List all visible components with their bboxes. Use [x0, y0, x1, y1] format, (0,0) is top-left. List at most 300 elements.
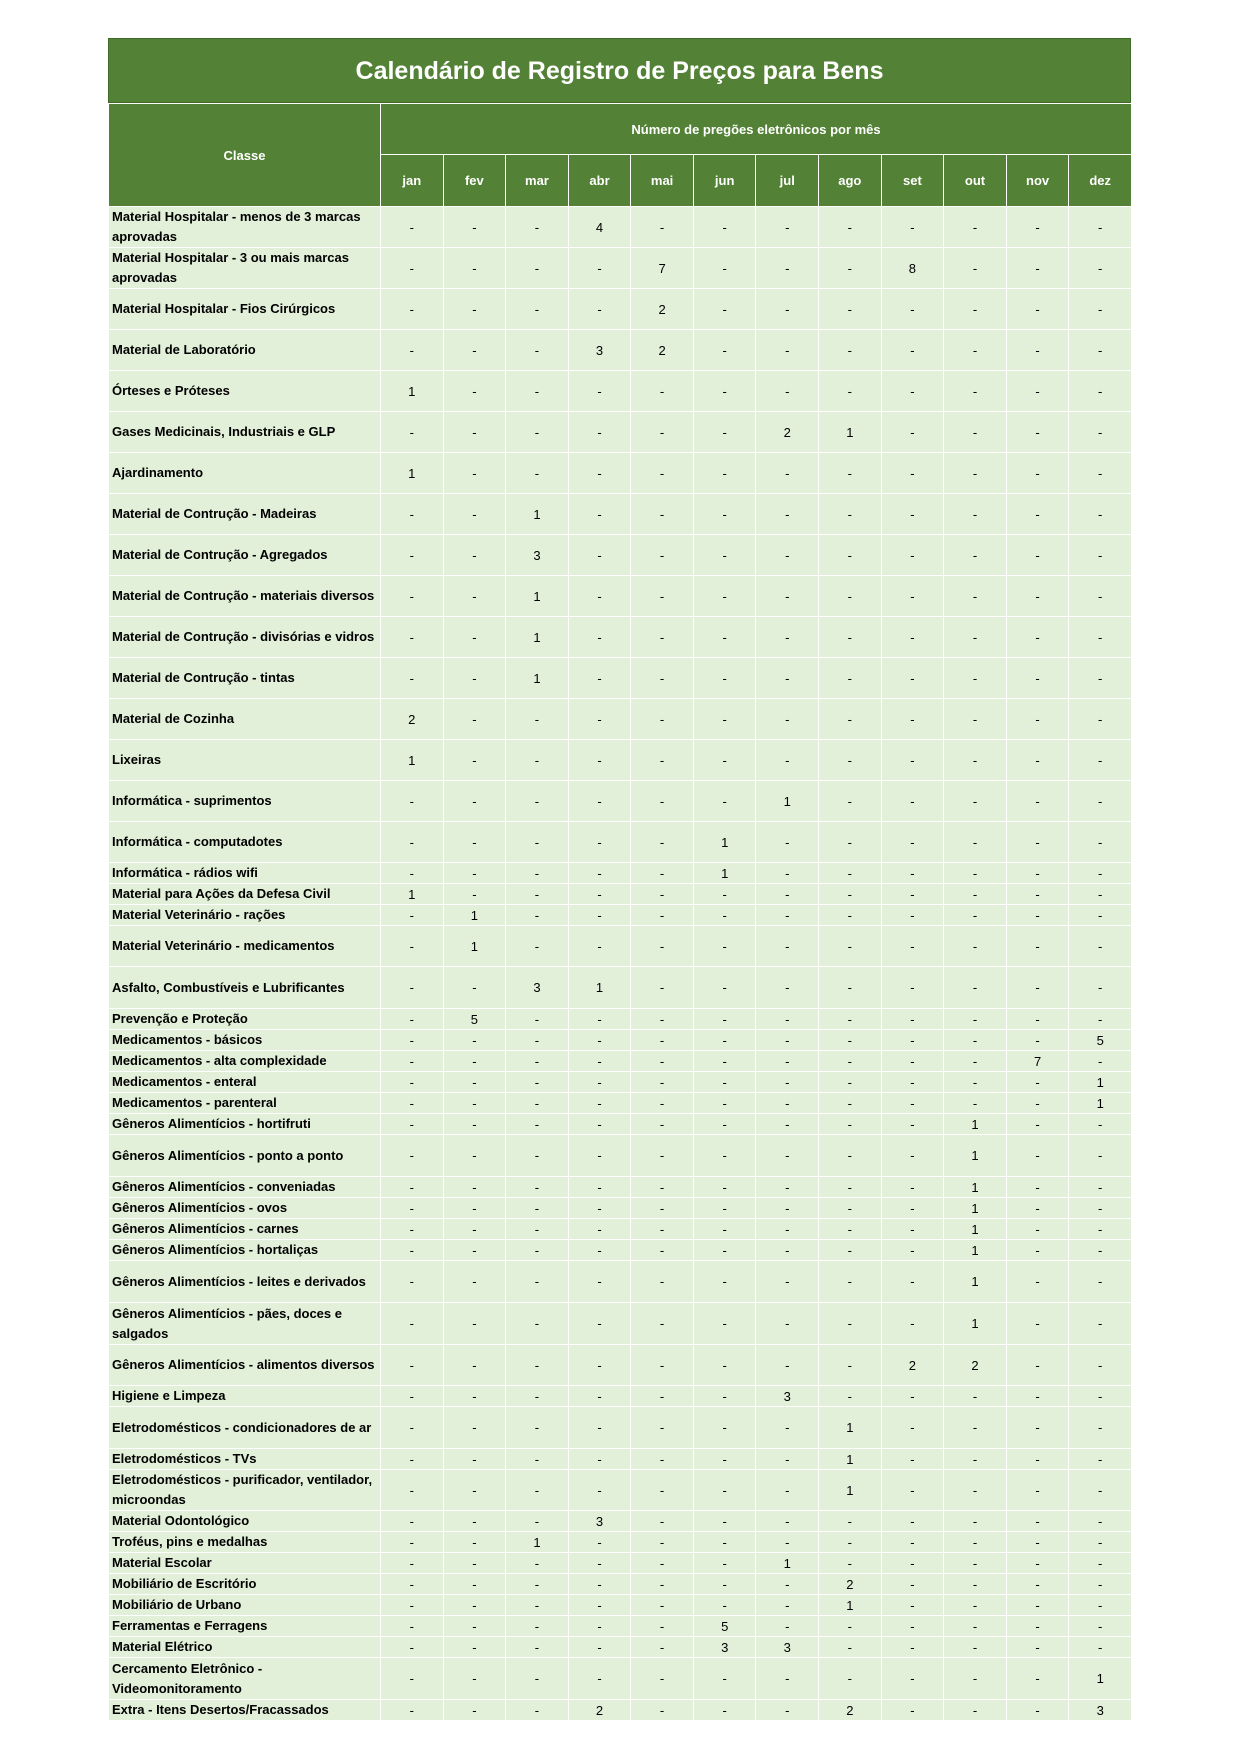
class-label: Material Veterinário - rações — [109, 905, 381, 926]
month-count-cell: - — [693, 1303, 756, 1345]
month-count-cell: - — [568, 1009, 631, 1030]
month-count-cell: - — [506, 412, 569, 453]
month-count-cell: - — [381, 248, 444, 289]
month-count-cell: - — [693, 453, 756, 494]
month-count-cell: - — [1069, 1261, 1132, 1303]
month-count-cell: - — [506, 1114, 569, 1135]
month-count-cell: - — [568, 1532, 631, 1553]
month-count-cell: - — [819, 1219, 882, 1240]
month-count-cell: - — [381, 1449, 444, 1470]
month-count-cell: - — [881, 658, 944, 699]
month-count-cell: - — [506, 248, 569, 289]
class-label: Higiene e Limpeza — [109, 1386, 381, 1407]
month-count-cell: - — [506, 1219, 569, 1240]
month-count-cell: 1 — [381, 884, 444, 905]
month-count-cell: - — [443, 289, 506, 330]
month-count-cell: - — [1006, 371, 1069, 412]
table-row — [109, 453, 1132, 494]
month-count-cell: - — [881, 1093, 944, 1114]
class-label: Medicamentos - enteral — [109, 1072, 381, 1093]
month-count-cell: - — [756, 1407, 819, 1449]
month-count-cell: - — [944, 1658, 1007, 1700]
month-count-cell: - — [881, 1009, 944, 1030]
month-count-cell: 5 — [443, 1009, 506, 1030]
table-row — [109, 494, 1132, 535]
month-count-cell: - — [1069, 1553, 1132, 1574]
month-count-cell: - — [381, 1114, 444, 1135]
month-count-cell: - — [693, 1407, 756, 1449]
month-count-cell: - — [756, 453, 819, 494]
month-count-cell: - — [881, 207, 944, 248]
month-count-cell: - — [631, 1511, 694, 1532]
table-row — [109, 1553, 1132, 1574]
month-count-cell: - — [631, 822, 694, 863]
month-count-cell: - — [756, 207, 819, 248]
class-label: Material de Cozinha — [109, 699, 381, 740]
month-count-cell: - — [1069, 1114, 1132, 1135]
month-count-cell: - — [693, 884, 756, 905]
month-count-cell: - — [881, 1030, 944, 1051]
month-count-cell: - — [443, 1303, 506, 1345]
month-count-cell: - — [756, 289, 819, 330]
month-count-cell: - — [381, 1637, 444, 1658]
month-count-cell: - — [944, 617, 1007, 658]
month-count-cell: - — [1006, 412, 1069, 453]
month-count-cell: - — [631, 1072, 694, 1093]
month-count-cell: 1 — [819, 1449, 882, 1470]
month-count-cell: 2 — [568, 1700, 631, 1721]
month-count-cell: - — [443, 1135, 506, 1177]
month-count-cell: - — [881, 535, 944, 576]
month-count-cell: - — [693, 1553, 756, 1574]
month-count-cell: - — [756, 248, 819, 289]
month-count-cell: - — [381, 1303, 444, 1345]
month-count-cell: - — [568, 1574, 631, 1595]
month-count-cell: - — [819, 1072, 882, 1093]
month-count-cell: - — [756, 1470, 819, 1511]
month-count-cell: - — [631, 1198, 694, 1219]
month-count-cell: 1 — [819, 1595, 882, 1616]
month-count-cell: - — [568, 1616, 631, 1637]
month-count-cell: - — [944, 1072, 1007, 1093]
month-count-cell: - — [756, 1093, 819, 1114]
month-count-cell: - — [881, 1240, 944, 1261]
month-count-cell: 8 — [881, 248, 944, 289]
month-count-cell: - — [944, 926, 1007, 967]
month-count-cell: - — [756, 1219, 819, 1240]
month-count-cell: 1 — [693, 822, 756, 863]
month-count-cell: - — [506, 207, 569, 248]
month-count-cell: - — [944, 905, 1007, 926]
month-count-cell: - — [631, 1407, 694, 1449]
registro-precos-sheet — [108, 38, 1131, 1721]
month-count-cell: - — [944, 453, 1007, 494]
month-count-cell: - — [506, 1553, 569, 1574]
month-count-cell: - — [443, 1616, 506, 1637]
month-count-cell: - — [819, 1051, 882, 1072]
month-count-cell: - — [693, 1700, 756, 1721]
month-count-cell: - — [881, 1219, 944, 1240]
month-count-cell: 5 — [693, 1616, 756, 1637]
month-count-cell: - — [381, 1616, 444, 1637]
month-count-cell: - — [819, 905, 882, 926]
month-count-cell: - — [819, 1009, 882, 1030]
month-count-cell: - — [631, 494, 694, 535]
month-count-cell: - — [631, 1009, 694, 1030]
month-count-cell: - — [631, 207, 694, 248]
month-count-cell: - — [568, 699, 631, 740]
table-row — [109, 1574, 1132, 1595]
month-count-cell: - — [568, 1051, 631, 1072]
month-count-cell: - — [1006, 1030, 1069, 1051]
month-count-cell: - — [693, 1219, 756, 1240]
month-count-cell: - — [756, 330, 819, 371]
class-label: Material para Ações da Defesa Civil — [109, 884, 381, 905]
month-count-cell: - — [443, 1407, 506, 1449]
month-count-cell: 1 — [506, 658, 569, 699]
table-row — [109, 412, 1132, 453]
table-row — [109, 1470, 1132, 1511]
month-count-cell: - — [443, 1511, 506, 1532]
table-row — [109, 1030, 1132, 1051]
month-count-cell: - — [1006, 1177, 1069, 1198]
month-count-cell: - — [756, 1574, 819, 1595]
month-count-cell: - — [1006, 699, 1069, 740]
month-count-cell: - — [1069, 371, 1132, 412]
month-count-cell: - — [756, 1658, 819, 1700]
class-label: Medicamentos - alta complexidade — [109, 1051, 381, 1072]
class-label: Gêneros Alimentícios - ovos — [109, 1198, 381, 1219]
month-count-cell: - — [568, 494, 631, 535]
month-count-cell: - — [944, 1470, 1007, 1511]
month-count-cell: - — [506, 1470, 569, 1511]
month-count-cell: - — [881, 1470, 944, 1511]
month-count-cell: - — [1069, 535, 1132, 576]
month-count-cell: - — [881, 1135, 944, 1177]
month-count-cell: - — [756, 371, 819, 412]
class-label: Gêneros Alimentícios - alimentos diversos — [109, 1345, 381, 1386]
month-count-cell: - — [693, 330, 756, 371]
month-count-cell: - — [944, 412, 1007, 453]
class-label: Eletrodomésticos - condicionadores de ar — [109, 1407, 381, 1449]
month-count-cell: 1 — [944, 1114, 1007, 1135]
month-count-cell: - — [506, 1386, 569, 1407]
table-row — [109, 1595, 1132, 1616]
month-count-cell: - — [944, 1030, 1007, 1051]
month-count-cell: - — [443, 1532, 506, 1553]
month-count-cell: - — [381, 1407, 444, 1449]
month-count-cell: - — [819, 740, 882, 781]
month-count-cell: - — [381, 1240, 444, 1261]
month-count-cell: 1 — [944, 1198, 1007, 1219]
month-count-cell: - — [881, 1261, 944, 1303]
month-header: nov — [1006, 155, 1069, 207]
month-count-cell: - — [944, 207, 1007, 248]
month-count-cell: - — [1006, 863, 1069, 884]
table-row — [109, 1303, 1132, 1345]
month-count-cell: - — [944, 330, 1007, 371]
class-label: Material de Contrução - tintas — [109, 658, 381, 699]
month-count-cell: - — [506, 740, 569, 781]
month-count-cell: - — [944, 248, 1007, 289]
month-count-cell: - — [506, 1261, 569, 1303]
table-row — [109, 535, 1132, 576]
class-label: Informática - rádios wifi — [109, 863, 381, 884]
month-count-cell: - — [756, 1261, 819, 1303]
month-count-cell: 1 — [756, 781, 819, 822]
table-row — [109, 926, 1132, 967]
month-count-cell: - — [443, 330, 506, 371]
month-count-cell: - — [506, 1658, 569, 1700]
table-row — [109, 1637, 1132, 1658]
class-label: Material Hospitalar - 3 ou mais marcas aprovadas — [109, 248, 381, 289]
month-count-cell: 3 — [568, 330, 631, 371]
month-count-cell: - — [881, 1114, 944, 1135]
class-label: Extra - Itens Desertos/Fracassados — [109, 1700, 381, 1721]
class-label: Material de Laboratório — [109, 330, 381, 371]
month-count-cell: - — [381, 1030, 444, 1051]
class-label: Material Odontológico — [109, 1511, 381, 1532]
page-title: Calendário de Registro de Preços para Bens — [108, 38, 1131, 103]
month-count-cell: - — [756, 1009, 819, 1030]
month-count-cell: - — [631, 1303, 694, 1345]
month-count-cell: - — [1006, 1093, 1069, 1114]
month-count-cell: - — [631, 1658, 694, 1700]
month-count-cell: - — [693, 576, 756, 617]
month-count-cell: - — [443, 1051, 506, 1072]
month-count-cell: - — [381, 1595, 444, 1616]
month-count-cell: - — [1006, 1532, 1069, 1553]
month-count-cell: - — [631, 699, 694, 740]
month-header: abr — [568, 155, 631, 207]
month-count-cell: - — [819, 884, 882, 905]
month-count-cell: - — [443, 1449, 506, 1470]
month-count-cell: - — [819, 1030, 882, 1051]
month-count-cell: - — [819, 1553, 882, 1574]
month-count-cell: - — [443, 1553, 506, 1574]
month-count-cell: - — [568, 1093, 631, 1114]
month-count-cell: - — [381, 494, 444, 535]
month-count-cell: - — [944, 1553, 1007, 1574]
table-row — [109, 1616, 1132, 1637]
month-count-cell: - — [1006, 1470, 1069, 1511]
month-count-cell: - — [1006, 1553, 1069, 1574]
month-count-cell: - — [1006, 1303, 1069, 1345]
month-count-cell: - — [506, 1345, 569, 1386]
month-count-cell: - — [506, 1574, 569, 1595]
month-count-cell: - — [1006, 740, 1069, 781]
month-count-cell: - — [381, 1261, 444, 1303]
month-count-cell: - — [443, 494, 506, 535]
month-count-cell: - — [381, 1135, 444, 1177]
class-label: Órteses e Próteses — [109, 371, 381, 412]
month-count-cell: - — [1069, 617, 1132, 658]
month-count-cell: 1 — [1069, 1093, 1132, 1114]
month-count-cell: 1 — [506, 494, 569, 535]
month-count-cell: - — [881, 1553, 944, 1574]
table-row — [109, 658, 1132, 699]
month-count-cell: - — [819, 1135, 882, 1177]
table-row — [109, 1198, 1132, 1219]
month-count-cell: - — [944, 967, 1007, 1009]
month-count-cell: - — [944, 1595, 1007, 1616]
month-count-cell: - — [756, 1135, 819, 1177]
month-count-cell: - — [944, 1386, 1007, 1407]
month-count-cell: - — [756, 1345, 819, 1386]
class-label: Lixeiras — [109, 740, 381, 781]
table-row — [109, 1093, 1132, 1114]
table-row — [109, 248, 1132, 289]
class-label: Material Escolar — [109, 1553, 381, 1574]
month-count-cell: - — [693, 781, 756, 822]
month-count-cell: 1 — [381, 453, 444, 494]
month-count-cell: - — [1006, 1240, 1069, 1261]
month-count-cell: - — [881, 330, 944, 371]
table-row — [109, 617, 1132, 658]
month-count-cell: - — [693, 1240, 756, 1261]
month-count-cell: - — [506, 781, 569, 822]
month-count-cell: - — [631, 1177, 694, 1198]
month-count-cell: - — [1069, 1449, 1132, 1470]
month-count-cell: 3 — [1069, 1700, 1132, 1721]
month-count-cell: - — [1006, 1595, 1069, 1616]
month-count-cell: - — [819, 1658, 882, 1700]
month-count-cell: - — [506, 1051, 569, 1072]
month-count-cell: - — [693, 1470, 756, 1511]
month-count-cell: 1 — [819, 1470, 882, 1511]
month-count-cell: - — [381, 905, 444, 926]
month-count-cell: 1 — [693, 863, 756, 884]
month-count-cell: - — [693, 1009, 756, 1030]
month-count-cell: - — [756, 1030, 819, 1051]
month-count-cell: - — [693, 1072, 756, 1093]
month-count-cell: - — [756, 1303, 819, 1345]
month-count-cell: - — [631, 1574, 694, 1595]
month-count-cell: - — [381, 926, 444, 967]
month-count-cell: - — [944, 884, 1007, 905]
month-count-cell: - — [819, 1345, 882, 1386]
month-count-cell: - — [819, 371, 882, 412]
month-count-cell: - — [944, 781, 1007, 822]
month-count-cell: - — [881, 617, 944, 658]
table-row — [109, 1072, 1132, 1093]
month-count-cell: - — [568, 1198, 631, 1219]
month-count-cell: - — [631, 535, 694, 576]
month-count-cell: - — [756, 535, 819, 576]
class-label: Material Hospitalar - Fios Cirúrgicos — [109, 289, 381, 330]
month-count-cell: - — [819, 1177, 882, 1198]
month-count-cell: - — [443, 535, 506, 576]
month-count-cell: - — [693, 1511, 756, 1532]
month-count-cell: - — [881, 1051, 944, 1072]
month-count-cell: - — [443, 1386, 506, 1407]
month-count-cell: - — [881, 1658, 944, 1700]
month-count-cell: - — [506, 1616, 569, 1637]
month-count-cell: 2 — [881, 1345, 944, 1386]
month-count-cell: - — [506, 1135, 569, 1177]
month-header: fev — [443, 155, 506, 207]
month-count-cell: - — [1069, 905, 1132, 926]
class-label: Medicamentos - básicos — [109, 1030, 381, 1051]
month-count-cell: - — [693, 699, 756, 740]
table-row — [109, 1386, 1132, 1407]
month-count-cell: - — [443, 617, 506, 658]
month-count-cell: 2 — [756, 412, 819, 453]
table-row — [109, 781, 1132, 822]
month-count-cell: - — [443, 1595, 506, 1616]
month-count-cell: - — [819, 658, 882, 699]
month-count-cell: - — [631, 617, 694, 658]
month-count-cell: - — [506, 289, 569, 330]
month-count-cell: - — [381, 1700, 444, 1721]
month-count-cell: - — [381, 1219, 444, 1240]
month-count-cell: - — [506, 1449, 569, 1470]
month-count-cell: - — [881, 967, 944, 1009]
table-row — [109, 1240, 1132, 1261]
month-count-cell: 1 — [506, 576, 569, 617]
month-count-cell: - — [506, 1009, 569, 1030]
month-count-cell: - — [756, 576, 819, 617]
table-row — [109, 289, 1132, 330]
month-count-cell: - — [1006, 617, 1069, 658]
month-count-cell: - — [568, 926, 631, 967]
month-count-cell: - — [819, 453, 882, 494]
month-count-cell: - — [944, 1637, 1007, 1658]
month-count-cell: - — [568, 1030, 631, 1051]
month-count-cell: - — [506, 863, 569, 884]
month-count-cell: - — [881, 289, 944, 330]
table-row — [109, 740, 1132, 781]
month-count-cell: - — [506, 1303, 569, 1345]
month-count-cell: - — [568, 1407, 631, 1449]
month-count-cell: - — [631, 1261, 694, 1303]
month-count-cell: - — [881, 781, 944, 822]
class-label: Prevenção e Proteção — [109, 1009, 381, 1030]
month-count-cell: - — [693, 905, 756, 926]
month-count-cell: 1 — [1069, 1072, 1132, 1093]
month-count-cell: - — [819, 1616, 882, 1637]
month-count-cell: - — [1006, 330, 1069, 371]
month-count-cell: - — [443, 1470, 506, 1511]
month-count-cell: - — [881, 822, 944, 863]
month-count-cell: - — [693, 1093, 756, 1114]
month-count-cell: - — [1006, 905, 1069, 926]
month-header: set — [881, 155, 944, 207]
class-label: Informática - computadotes — [109, 822, 381, 863]
month-count-cell: - — [944, 822, 1007, 863]
month-count-cell: - — [1069, 1470, 1132, 1511]
month-count-cell: - — [1069, 699, 1132, 740]
month-count-cell: - — [881, 371, 944, 412]
month-count-cell: - — [381, 822, 444, 863]
month-count-cell: - — [693, 494, 756, 535]
month-count-cell: - — [506, 1030, 569, 1051]
class-label: Medicamentos - parenteral — [109, 1093, 381, 1114]
class-label: Gêneros Alimentícios - hortaliças — [109, 1240, 381, 1261]
month-count-cell: - — [568, 1386, 631, 1407]
month-count-cell: - — [819, 494, 882, 535]
month-count-cell: - — [944, 371, 1007, 412]
table-row — [109, 371, 1132, 412]
month-count-cell: - — [443, 699, 506, 740]
month-count-cell: - — [631, 576, 694, 617]
month-count-cell: - — [1069, 1177, 1132, 1198]
month-count-cell: - — [631, 453, 694, 494]
month-count-cell: - — [944, 1700, 1007, 1721]
month-count-cell: - — [631, 1114, 694, 1135]
month-count-cell: - — [1069, 1219, 1132, 1240]
month-count-cell: 1 — [944, 1303, 1007, 1345]
